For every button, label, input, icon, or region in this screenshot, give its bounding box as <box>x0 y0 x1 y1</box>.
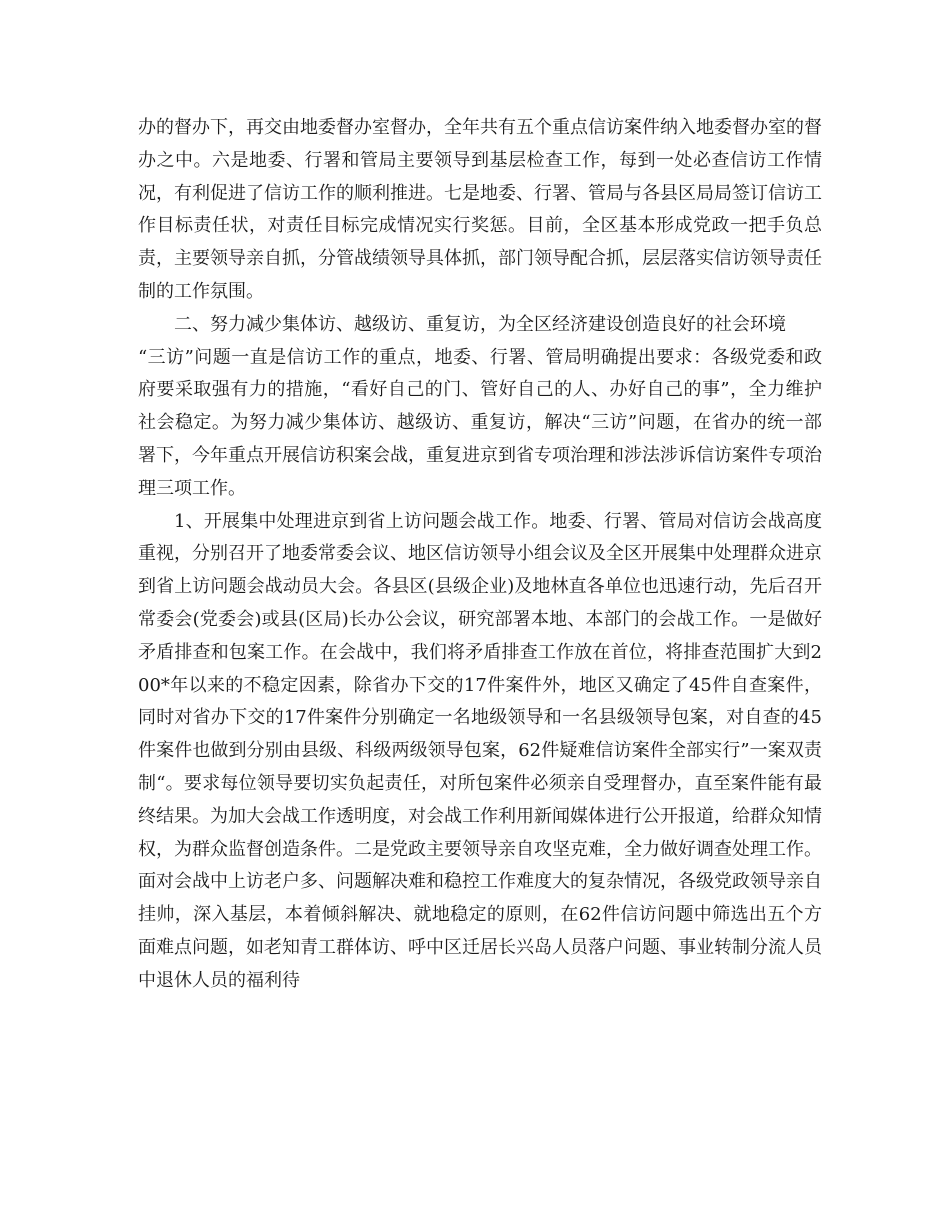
paragraph-three-visits: “三访”问题一直是信访工作的重点，地委、行署、管局明确提出要求：各级党委和政府要采取强有力的措施，“看好自己的门、管好自己的人、办好自己的事”，全力维护社会稳定。为努力减少集体访、越级访、重复访，解决“三访”问题，在省办的统一部署下，今年重点开展信访积案会战，重复进京到省专项治理和涉法涉诉信访案件专项治理三项工作。 <box>138 346 822 499</box>
section-heading: 二、努力减少集体访、越级访、重复访，为全区经济建设创造良好的社会环境 <box>174 313 786 335</box>
paragraph-continuation: 办的督办下，再交由地委督办室督办，全年共有五个重点信访案件纳入地委督办室的督办之中。六是地委、行署和管局主要领导到基层检查工作，每到一处必查信访工作情况，有利促进了信访工作的顺利推进。七是地委、行署、管局与各县区局局签订信访工作目标责任状，对责任目标完成情况实行奖惩。目前，全区基本形成党政一把手负总责，主要领导亲自抓，分管战绩领导具体抓，部门领导配合抓，层层落实信访领导责任制的工作氛围。 <box>138 117 822 302</box>
paragraph-campaign-work: 1、开展集中处理进京到省上访问题会战工作。地委、行署、管局对信访会战高度重视，分别召开了地委常委会议、地区信访领导小组会议及全区开展集中处理群众进京到省上访问题会战动员大会。各县区(县级企业)及地林直各单位也迅速行动，先后召开常委会(党委会)或县(区局)长办公会议，研究部署本地、本部门的会战工作。一是做好矛盾排查和包案工作。在会战中，我们将矛盾排查工作放在首位，将排查范围扩大到200*年以来的不稳定因素，除省办下交的17件案件外，地区又确定了45件自查案件，同时对省办下交的17件案件分别确定一名地级领导和一名县级领导包案，对自查的45件案件也做到分别由县级、科级两级领导包案，62件疑难信访案件全部实行”一案双责制“。要求每位领导要切实负起责任，对所包案件必须亲自受理督办，直至案件能有最终结果。为加大会战工作透明度，对会战工作利用新闻媒体进行公开报道，给群众知情权，为群众监督创造条件。二是党政主要领导亲自攻坚克难，全力做好调查处理工作。面对会战中上访老户多、问题解决难和稳控工作难度大的复杂情况，各级党政领导亲自挂帅，深入基层，本着倾斜解决、就地稳定的原则，在62件信访问题中筛选出五个方面难点问题，如老知青工群体访、呼中区迁居长兴岛人员落户问题、事业转制分流人员中退休人员的福利待 <box>138 510 822 991</box>
document-body <box>138 112 822 998</box>
